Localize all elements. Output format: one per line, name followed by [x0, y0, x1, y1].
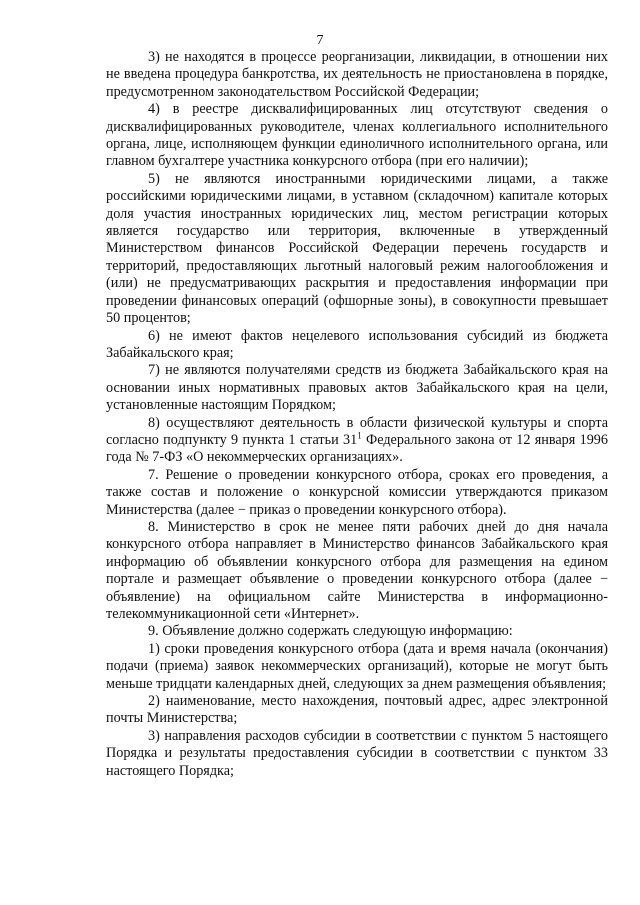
page-number: 7 — [316, 33, 324, 48]
paragraph-section-9-item-3: 3) направления расходов субсидии в соответствии с пунктом 5 настоящего Порядка и результаты предоставления субсидии в соответствии с пунктом 33 настоящего Порядка; — [106, 727, 608, 779]
paragraph-section-9-item-2: 2) наименование, место нахождения, почтовый адрес, адрес электронной почты Министерства; — [106, 693, 608, 727]
paragraph-item-8-text-after: Федерального закона от 12 января 1996 года № 7-ФЗ «О некоммерческих организациях». — [106, 431, 608, 466]
paragraph-item-4: 4) в реестре дисквалифицированных лиц отсутствуют сведения о дисквалифицированных руководителе, членах коллегиального исполнительного органа, лице, исполняющем функции единоличного исполнительного органа, или главном бухгалтере участника конкурсного отбора (при его наличии); — [106, 101, 608, 170]
paragraph-section-8: 8. Министерство в срок не менее пяти рабочих дней до дня начала конкурсного отбора направляет в Министерство финансов Забайкальского края информацию об объявлении конкурсного отбора для размещения на едином портале и размещает объявление о проведении конкурсного отбора (далее − объявление) на официальном сайте Министерства в информационно-телекоммуникационной сети «Интернет». — [106, 518, 608, 622]
paragraph-section-7: 7. Решение о проведении конкурсного отбора, сроках его проведения, а также состав и положение о конкурсной комиссии утверждаются приказом Министерства (далее − приказ о проведении конкурсного отбора). — [106, 466, 608, 518]
paragraph-item-8 — [106, 415, 608, 467]
article-superscript: 1 — [357, 430, 362, 441]
paragraph-item-5: 5) не являются иностранными юридическими лицами, а также российскими юридическими лицами, в уставном (складочном) капитале которых доля участия иностранных юридических лиц, местом регистрации которых является государство или территория, включенные в утвержденный Министерством финансов Российской Федерации перечень государств и территорий, предоставляющих льготный налоговый режим налогообложения и (или) не предусматривающих раскрытия и предоставления информации при проведении финансовых операций (офшорные зоны), в совокупности превышает 50 процентов; — [106, 170, 608, 327]
paragraph-item-6: 6) не имеют фактов нецелевого использования субсидий из бюджета Забайкальского края; — [106, 327, 608, 361]
document-body — [106, 49, 608, 780]
paragraph-item-7: 7) не являются получателями средств из бюджета Забайкальского края на основании иных нормативных правовых актов Забайкальского края на цели, установленные настоящим Порядком; — [106, 362, 608, 414]
paragraph-item-3: 3) не находятся в процессе реорганизации, ликвидации, в отношении них не введена процедура банкротства, их деятельность не приостановлена в порядке, предусмотренном законодательством Российской Федерации; — [106, 49, 608, 100]
paragraph-item-8-text-before: 8) осуществляют деятельность в области физической культуры и спорта согласно подпункту 9 пункта 1 статьи 31 — [106, 414, 608, 448]
paragraph-section-9: 9. Объявление должно содержать следующую информацию: — [148, 623, 513, 640]
paragraph-section-9-item-1: 1) сроки проведения конкурсного отбора (дата и время начала (окончания) подачи (приема) заявок некоммерческих организаций), которые не могут быть меньше тридцати календарных дней, следующих за днем размещения объявления; — [106, 640, 608, 692]
